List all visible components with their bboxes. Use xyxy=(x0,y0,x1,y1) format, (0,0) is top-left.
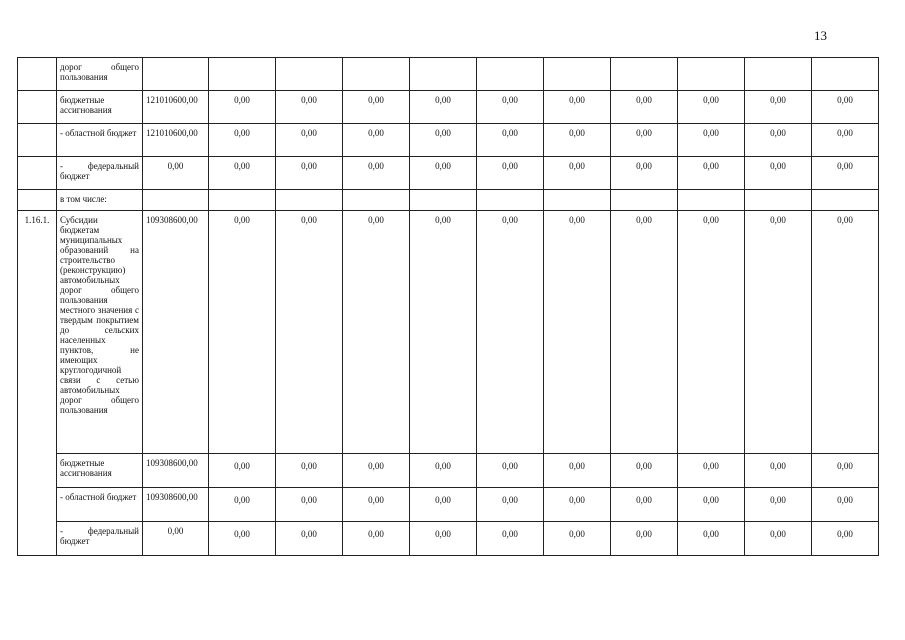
row-value-cell: 0,00 xyxy=(544,157,611,190)
row-value-cell xyxy=(209,190,276,211)
table-row-upper-0 xyxy=(18,91,879,124)
row-number-cell xyxy=(18,190,57,211)
row-value-cell: 0,00 xyxy=(678,91,745,124)
row-value-cell: 0,00 xyxy=(343,211,410,454)
row-value-cell: 0,00 xyxy=(209,454,276,488)
row-value-cell: 0,00 xyxy=(209,91,276,124)
row-value-cell: 0,00 xyxy=(678,211,745,454)
row-value-cell: 0,00 xyxy=(812,91,879,124)
table-row-including xyxy=(18,190,879,211)
row-value-cell: 0,00 xyxy=(611,91,678,124)
row-value-cell xyxy=(477,190,544,211)
row-value-cell: 0,00 xyxy=(611,488,678,522)
row-value-cell xyxy=(611,58,678,91)
row-value-cell: 0,00 xyxy=(477,157,544,190)
row-value-cell: 0,00 xyxy=(276,522,343,556)
row-value-cell: 0,00 xyxy=(343,454,410,488)
row-value-cell: 0,00 xyxy=(276,211,343,454)
row-value-cell: 0,00 xyxy=(678,124,745,157)
row-value-cell: 0,00 xyxy=(477,454,544,488)
table-row-sub-item xyxy=(18,211,879,454)
row-value-cell: 0,00 xyxy=(812,211,879,454)
table-row-upper-1 xyxy=(18,124,879,157)
row-number-cell xyxy=(18,124,57,157)
row-value-cell: 0,00 xyxy=(544,454,611,488)
row-value-cell: 0,00 xyxy=(410,454,477,488)
row-amount-cell: 0,00 xyxy=(143,522,209,556)
row-value-cell: 0,00 xyxy=(544,124,611,157)
row-value-cell: 0,00 xyxy=(343,157,410,190)
row-amount-cell: 0,00 xyxy=(143,157,209,190)
row-value-cell xyxy=(343,190,410,211)
row-value-cell: 0,00 xyxy=(611,522,678,556)
row-value-cell xyxy=(209,58,276,91)
row-value-cell: 0,00 xyxy=(745,522,812,556)
row-value-cell xyxy=(812,58,879,91)
row-value-cell xyxy=(544,58,611,91)
row-value-cell xyxy=(678,58,745,91)
row-value-cell: 0,00 xyxy=(812,488,879,522)
row-value-cell: 0,00 xyxy=(209,522,276,556)
row-value-cell: 0,00 xyxy=(477,91,544,124)
row-label-cell: Субсидии бюджетам муниципальных образований на строительство (реконструкцию) автомобильных дорог общего пользования местного значения с твердым покрытием до сельских населенных пунктов, не имеющих круглогодичной связи с сетью автомобильных дорог общего пользования xyxy=(57,211,143,454)
table-row-sub-0 xyxy=(18,454,879,488)
row-amount-cell: 109308600,00 xyxy=(143,454,209,488)
row-value-cell: 0,00 xyxy=(678,157,745,190)
row-value-cell: 0,00 xyxy=(276,454,343,488)
row-value-cell: 0,00 xyxy=(544,488,611,522)
row-value-cell: 0,00 xyxy=(410,91,477,124)
row-value-cell: 0,00 xyxy=(745,488,812,522)
row-value-cell: 0,00 xyxy=(812,157,879,190)
row-value-cell: 0,00 xyxy=(611,124,678,157)
row-value-cell xyxy=(812,190,879,211)
table-body xyxy=(18,58,879,556)
row-value-cell: 0,00 xyxy=(678,488,745,522)
row-value-cell xyxy=(477,58,544,91)
row-value-cell: 0,00 xyxy=(477,522,544,556)
row-value-cell: 0,00 xyxy=(544,211,611,454)
row-label-cell: в том числе: xyxy=(57,190,143,211)
row-amount-cell: 109308600,00 xyxy=(143,211,209,454)
row-label-cell: бюджетные ассигнования xyxy=(57,454,143,488)
row-number-cell xyxy=(18,157,57,190)
table-row-sub-2 xyxy=(18,522,879,556)
row-value-cell: 0,00 xyxy=(276,91,343,124)
row-value-cell xyxy=(678,190,745,211)
row-value-cell: 0,00 xyxy=(209,124,276,157)
row-value-cell: 0,00 xyxy=(745,124,812,157)
row-number-cell xyxy=(18,91,57,124)
row-label-cell: бюджетные ассигнования xyxy=(57,91,143,124)
row-value-cell: 0,00 xyxy=(611,454,678,488)
row-label-cell: дорог общего пользования xyxy=(57,58,143,91)
row-value-cell xyxy=(410,190,477,211)
row-value-cell: 0,00 xyxy=(410,124,477,157)
row-value-cell: 0,00 xyxy=(343,91,410,124)
table-row-sub-1 xyxy=(18,488,879,522)
row-value-cell: 0,00 xyxy=(745,157,812,190)
row-value-cell: 0,00 xyxy=(410,157,477,190)
row-value-cell xyxy=(544,190,611,211)
table-row-upper-2 xyxy=(18,157,879,190)
row-value-cell xyxy=(276,58,343,91)
row-value-cell: 0,00 xyxy=(477,488,544,522)
row-value-cell: 0,00 xyxy=(209,157,276,190)
row-value-cell: 0,00 xyxy=(477,124,544,157)
page-number: 13 xyxy=(814,28,827,43)
table-row-continuation xyxy=(18,58,879,91)
row-label-cell: - областной бюджет xyxy=(57,124,143,157)
row-value-cell: 0,00 xyxy=(343,522,410,556)
row-value-cell: 0,00 xyxy=(209,488,276,522)
row-amount-cell: 121010600,00 xyxy=(143,91,209,124)
row-value-cell xyxy=(276,190,343,211)
row-value-cell: 0,00 xyxy=(410,488,477,522)
row-value-cell: 0,00 xyxy=(745,91,812,124)
row-value-cell: 0,00 xyxy=(812,124,879,157)
row-value-cell xyxy=(410,58,477,91)
row-label-cell: - областной бюджет xyxy=(57,488,143,522)
row-amount-cell xyxy=(143,190,209,211)
row-value-cell: 0,00 xyxy=(611,211,678,454)
row-value-cell: 0,00 xyxy=(209,211,276,454)
row-value-cell xyxy=(611,190,678,211)
row-value-cell: 0,00 xyxy=(611,157,678,190)
row-amount-cell xyxy=(143,58,209,91)
budget-table xyxy=(17,57,879,556)
row-value-cell: 0,00 xyxy=(276,488,343,522)
row-value-cell: 0,00 xyxy=(410,211,477,454)
row-value-cell: 0,00 xyxy=(812,522,879,556)
row-number-cell xyxy=(18,58,57,91)
row-value-cell: 0,00 xyxy=(343,124,410,157)
row-value-cell: 0,00 xyxy=(477,211,544,454)
row-value-cell: 0,00 xyxy=(544,91,611,124)
row-value-cell xyxy=(343,58,410,91)
row-value-cell: 0,00 xyxy=(745,211,812,454)
row-value-cell xyxy=(745,58,812,91)
row-value-cell: 0,00 xyxy=(678,522,745,556)
row-value-cell: 0,00 xyxy=(410,522,477,556)
row-amount-cell: 109308600,00 xyxy=(143,488,209,522)
row-number-cell: 1.16.1. xyxy=(18,211,57,556)
row-label-cell: - федеральный бюджет xyxy=(57,522,143,556)
row-value-cell: 0,00 xyxy=(544,522,611,556)
row-amount-cell: 121010600,00 xyxy=(143,124,209,157)
row-value-cell: 0,00 xyxy=(343,488,410,522)
row-value-cell: 0,00 xyxy=(745,454,812,488)
row-value-cell: 0,00 xyxy=(678,454,745,488)
row-value-cell: 0,00 xyxy=(276,157,343,190)
row-value-cell xyxy=(745,190,812,211)
row-value-cell: 0,00 xyxy=(812,454,879,488)
row-label-cell: - федеральный бюджет xyxy=(57,157,143,190)
row-value-cell: 0,00 xyxy=(276,124,343,157)
